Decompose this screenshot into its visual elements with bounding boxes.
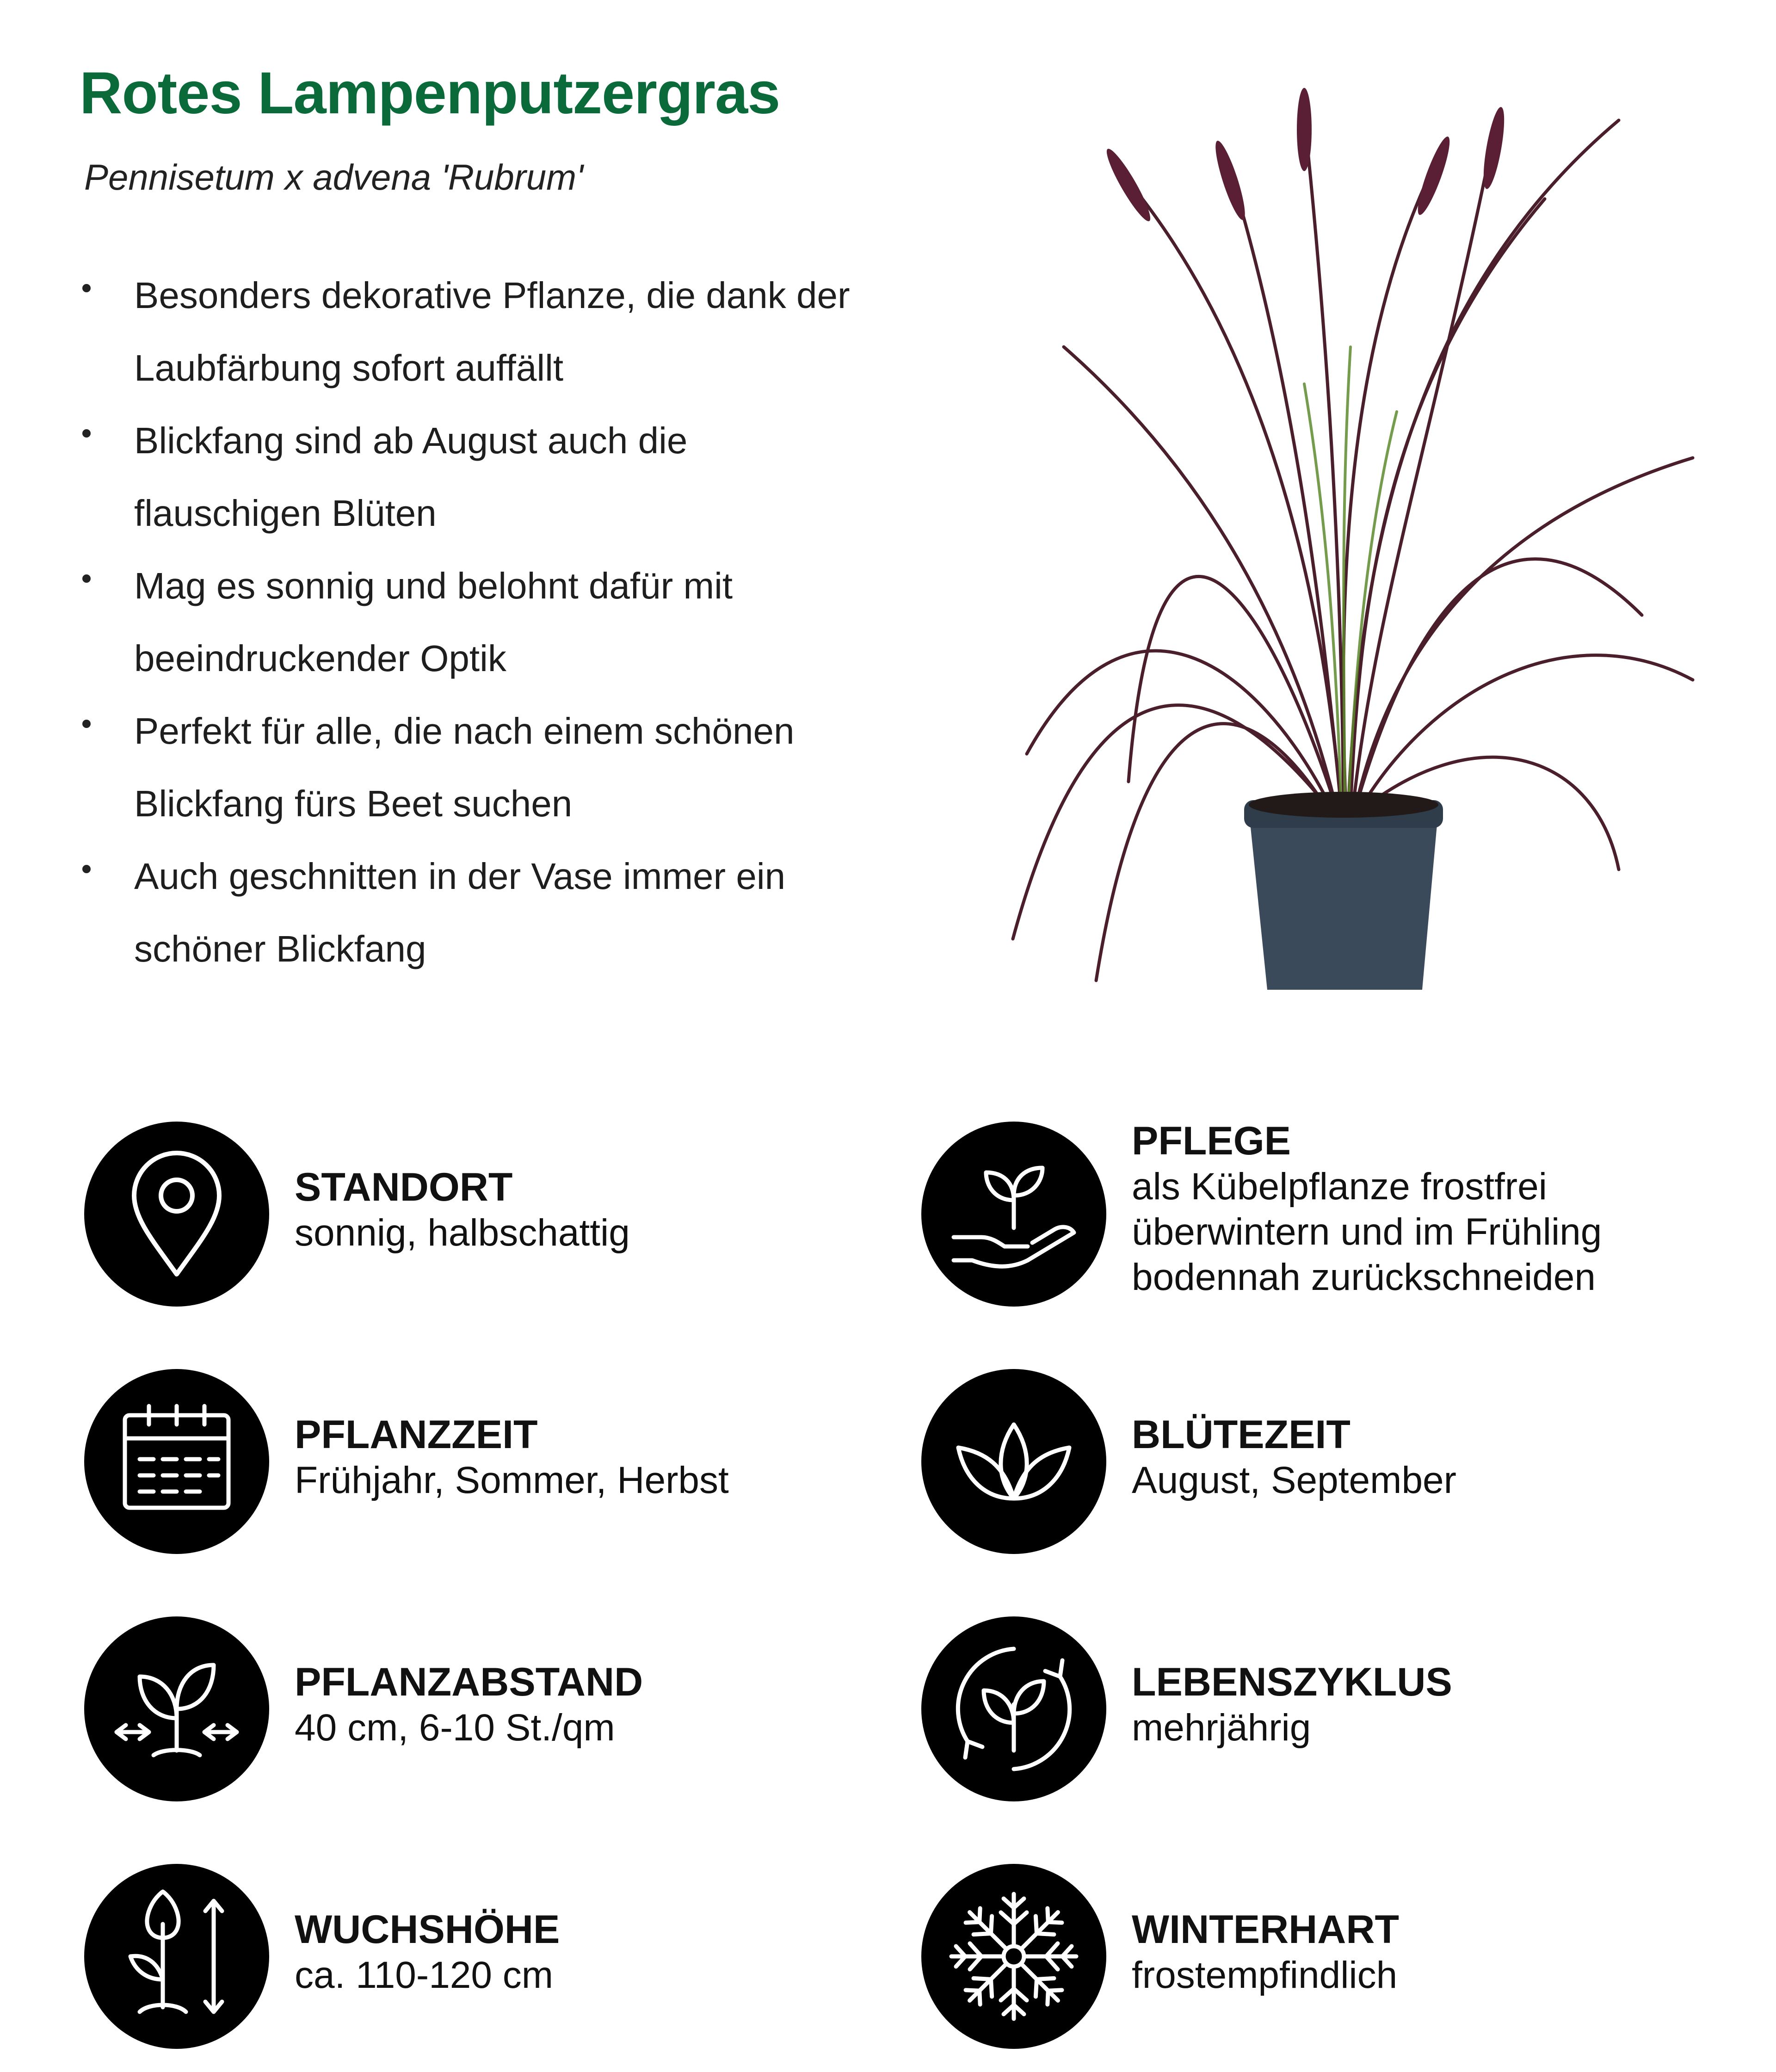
feature-winterhart [921, 1864, 1708, 2049]
feature-value: überwintern und im Frühling [1132, 1211, 1602, 1253]
bullet-line: Blickfang fürs Beet suchen [134, 783, 573, 824]
feature-value: mehrjährig [1132, 1707, 1311, 1749]
feature-pflege [921, 1119, 1708, 1307]
bullet-line: Perfekt für alle, die nach einem schönen [134, 710, 795, 752]
bullet-item [79, 404, 911, 549]
cycle-seedling-icon [921, 1616, 1106, 1801]
location-pin-icon [84, 1122, 269, 1307]
snowflake-icon [921, 1864, 1106, 2049]
bullet-dot-icon [82, 865, 91, 873]
bullet-item [79, 259, 911, 404]
feature-value: 40 cm, 6-10 St./qm [295, 1707, 615, 1749]
bullet-item [79, 840, 911, 985]
botanical-name: Pennisetum x advena 'Rubrum' [84, 157, 584, 197]
bullet-line: Laubfärbung sofort auffällt [134, 347, 564, 388]
bullet-line: beeindruckender Optik [134, 638, 506, 679]
feature-value: August, September [1132, 1459, 1456, 1501]
feature-value: frostempfindlich [1132, 1954, 1398, 1996]
feature-pflanzzeit [84, 1369, 870, 1554]
bullet-line: Auch geschnitten in der Vase immer ein [134, 856, 786, 897]
feature-label: STANDORT [295, 1165, 513, 1209]
feature-bullet-list [79, 259, 911, 985]
feature-label: BLÜTEZEIT [1132, 1412, 1350, 1457]
feature-value: bodennah zurückschneiden [1132, 1256, 1596, 1298]
calendar-icon [84, 1369, 269, 1554]
bullet-line: schöner Blickfang [134, 928, 426, 969]
seedling-spacing-icon [84, 1616, 269, 1801]
feature-wuchshoehe [84, 1864, 870, 2049]
feature-label: PFLEGE [1132, 1119, 1291, 1163]
feature-standort [84, 1122, 870, 1307]
feature-bluetezeit [921, 1369, 1708, 1554]
lotus-flower-icon [921, 1369, 1106, 1554]
flower-pot [1244, 792, 1443, 990]
feature-lebenszyklus [921, 1616, 1708, 1801]
bullet-line: Blickfang sind ab August auch die [134, 420, 688, 461]
bullet-item [79, 695, 911, 840]
bullet-dot-icon [82, 429, 91, 438]
feature-label: WINTERHART [1132, 1907, 1400, 1952]
bullet-dot-icon [82, 574, 91, 583]
bullet-line: flauschigen Blüten [134, 493, 437, 534]
feature-value: als Kübelpflanze frostfrei [1132, 1166, 1547, 1208]
bullet-dot-icon [82, 284, 91, 292]
feature-value: ca. 110-120 cm [295, 1954, 554, 1996]
feature-label: LEBENSZYKLUS [1132, 1660, 1452, 1704]
feature-value: Frühjahr, Sommer, Herbst [295, 1459, 729, 1501]
feature-label: WUCHSHÖHE [295, 1907, 560, 1952]
feature-label: PFLANZABSTAND [295, 1660, 643, 1704]
bullet-line: Besonders dekorative Pflanze, die dank der [134, 275, 850, 316]
feature-pflanzabstand [84, 1616, 870, 1801]
product-title: Rotes Lampenputzergras [80, 60, 780, 126]
plant-height-icon [84, 1864, 269, 2049]
bullet-item [79, 549, 911, 695]
plant-photo [971, 60, 1748, 1013]
bullet-dot-icon [82, 720, 91, 728]
hand-seedling-icon [921, 1122, 1106, 1307]
bullet-line: Mag es sonnig und belohnt dafür mit [134, 565, 733, 606]
feature-label: PFLANZZEIT [295, 1412, 538, 1457]
feature-value: sonnig, halbschattig [295, 1212, 630, 1254]
